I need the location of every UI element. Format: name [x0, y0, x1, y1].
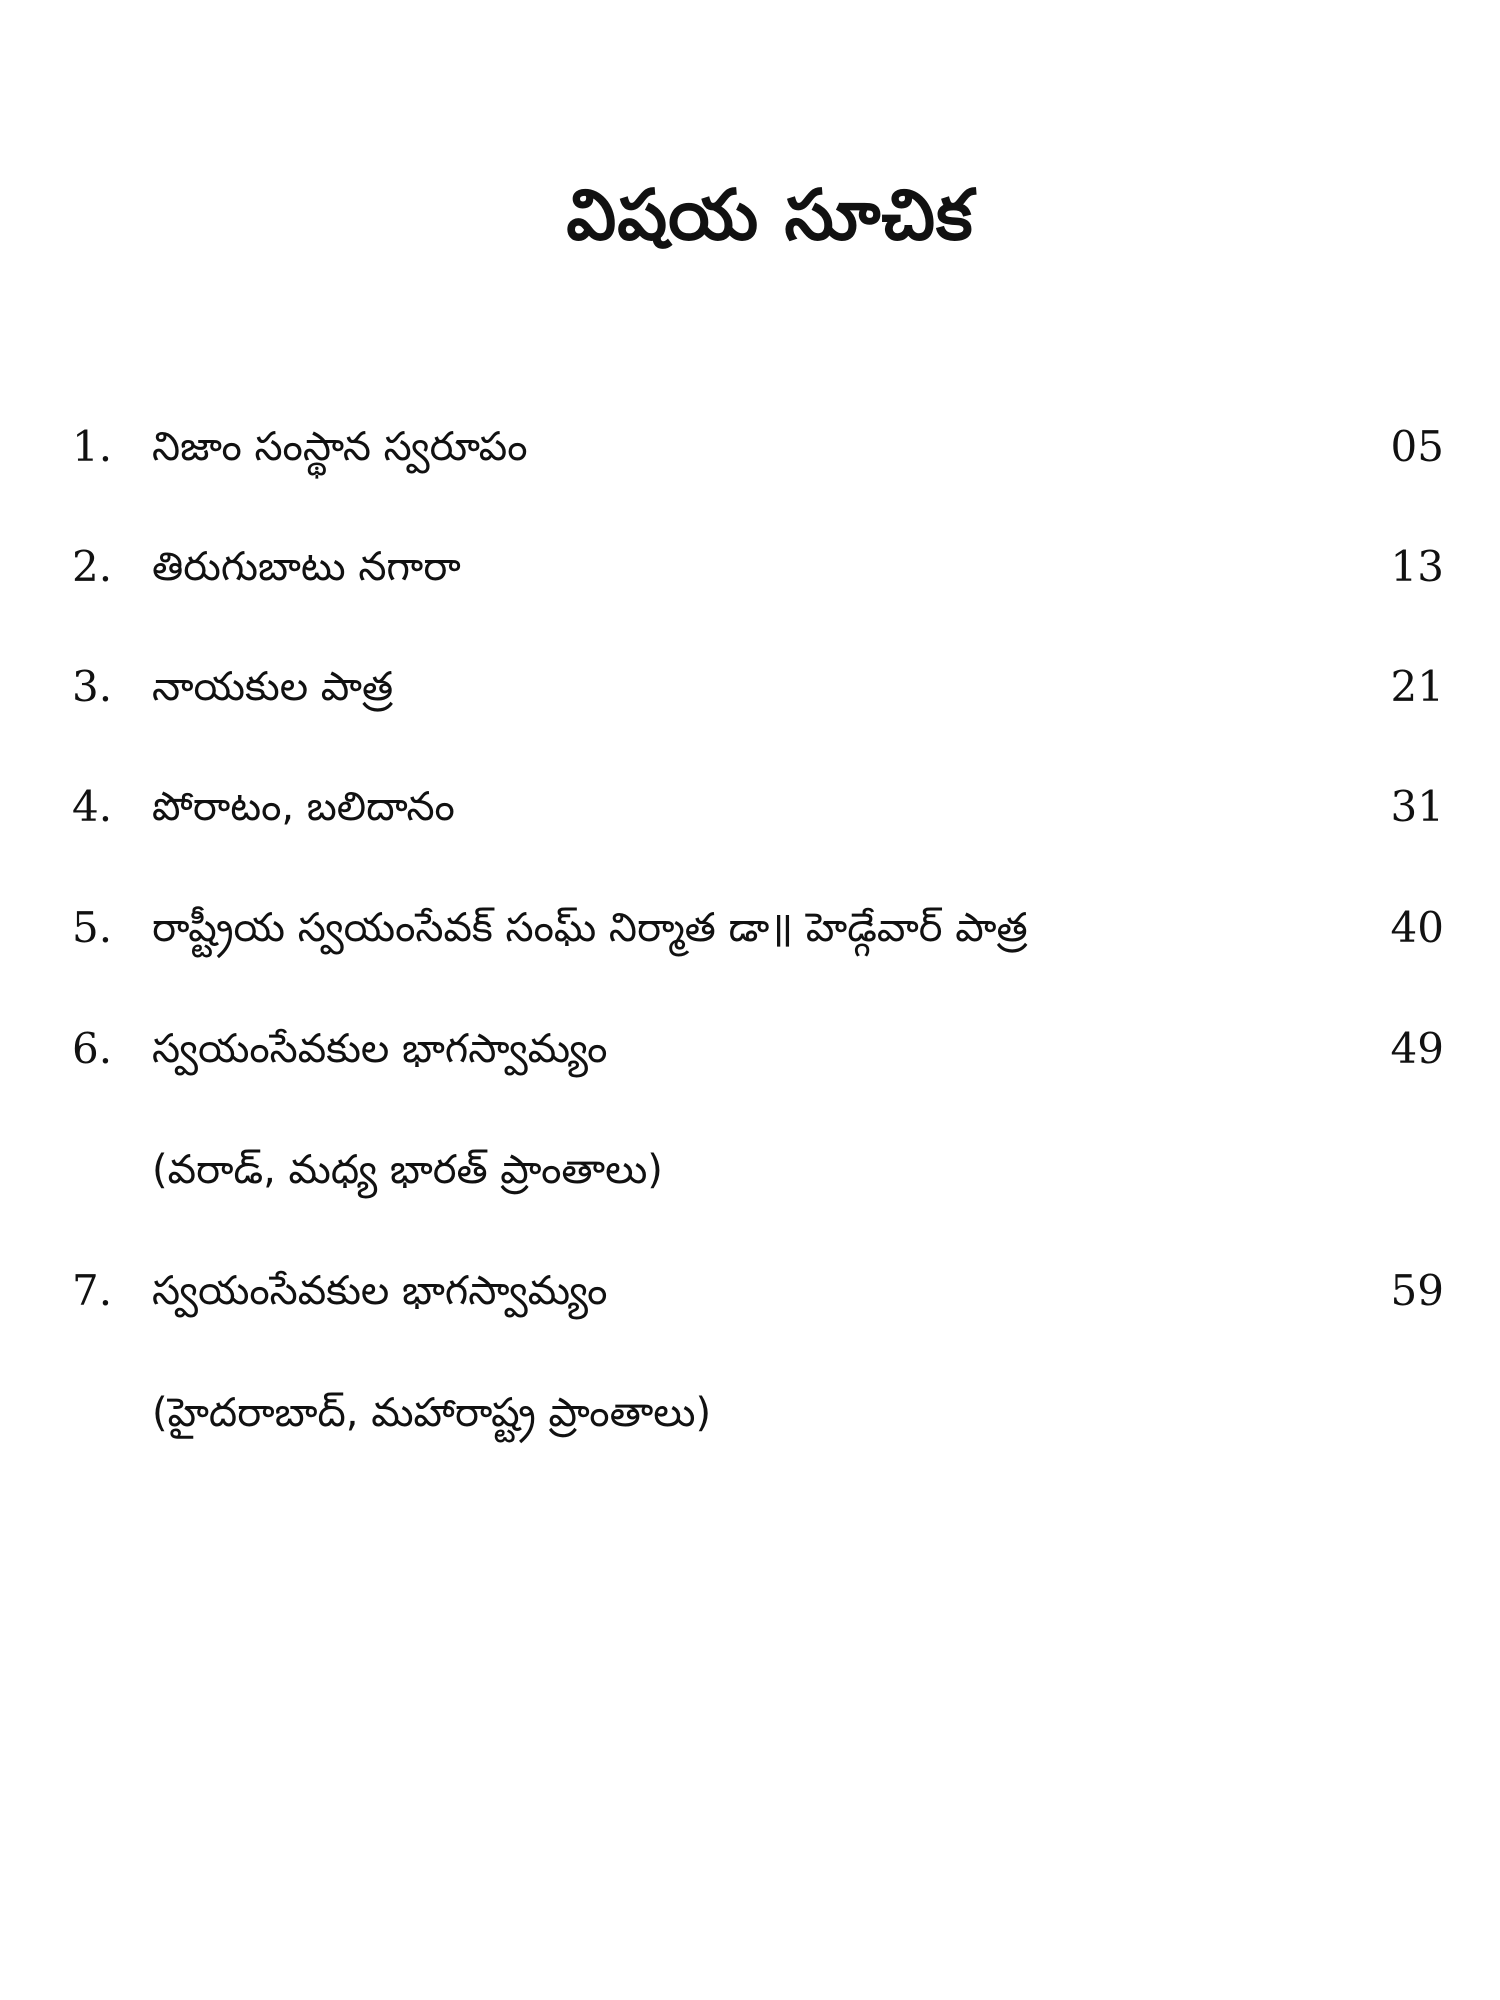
toc-entry-7: [0, 1256, 1500, 1326]
entry-page-number: 49: [1390, 1024, 1444, 1073]
page-title: విషయ సూచిక: [566, 174, 974, 256]
entry-number: 1.: [72, 422, 113, 471]
entry-subtitle: (హైదరాబాద్, మహారాష్ట్ర ప్రాంతాలు): [152, 1390, 712, 1436]
entry-page-number: 13: [1390, 542, 1444, 591]
entry-number: 4.: [72, 782, 113, 831]
toc-entry-3: [0, 652, 1500, 722]
entry-title: పోరాటం, బలిదానం: [152, 784, 455, 830]
entry-title: రాష్ట్రీయ స్వయంసేవక్ సంఘ్ నిర్మాత డా॥ హెడ్గేవార్ పాత్ర: [152, 905, 1028, 951]
entry-number: 2.: [72, 542, 113, 591]
entry-page-number: 40: [1390, 903, 1444, 952]
entry-number: 6.: [72, 1024, 113, 1073]
entry-title: నాయకుల పాత్ర: [152, 664, 394, 710]
entry-subtitle: (వరాడ్, మధ్య భారత్ ప్రాంతాలు): [152, 1147, 663, 1193]
entry-number: 5.: [72, 903, 113, 952]
entry-number: 3.: [72, 662, 113, 711]
entry-page-number: 05: [1390, 422, 1444, 471]
entry-page-number: 59: [1390, 1266, 1444, 1315]
toc-entry-5: [0, 893, 1500, 963]
toc-entry-2: [0, 532, 1500, 602]
entry-title: స్వయంసేవకుల భాగస్వామ్యం: [152, 1026, 608, 1072]
entry-number: 7.: [72, 1266, 113, 1315]
entry-title: నిజాం సంస్థాన స్వరూపం: [152, 424, 528, 470]
entry-page-number: 21: [1390, 662, 1444, 711]
entry-page-number: 31: [1390, 782, 1444, 831]
entry-title: స్వయంసేవకుల భాగస్వామ్యం: [152, 1268, 608, 1314]
entry-title: తిరుగుబాటు నగారా: [152, 544, 461, 590]
toc-entry-4: [0, 772, 1500, 842]
toc-entry-6: [0, 1014, 1500, 1084]
toc-entry-1: [0, 412, 1500, 482]
